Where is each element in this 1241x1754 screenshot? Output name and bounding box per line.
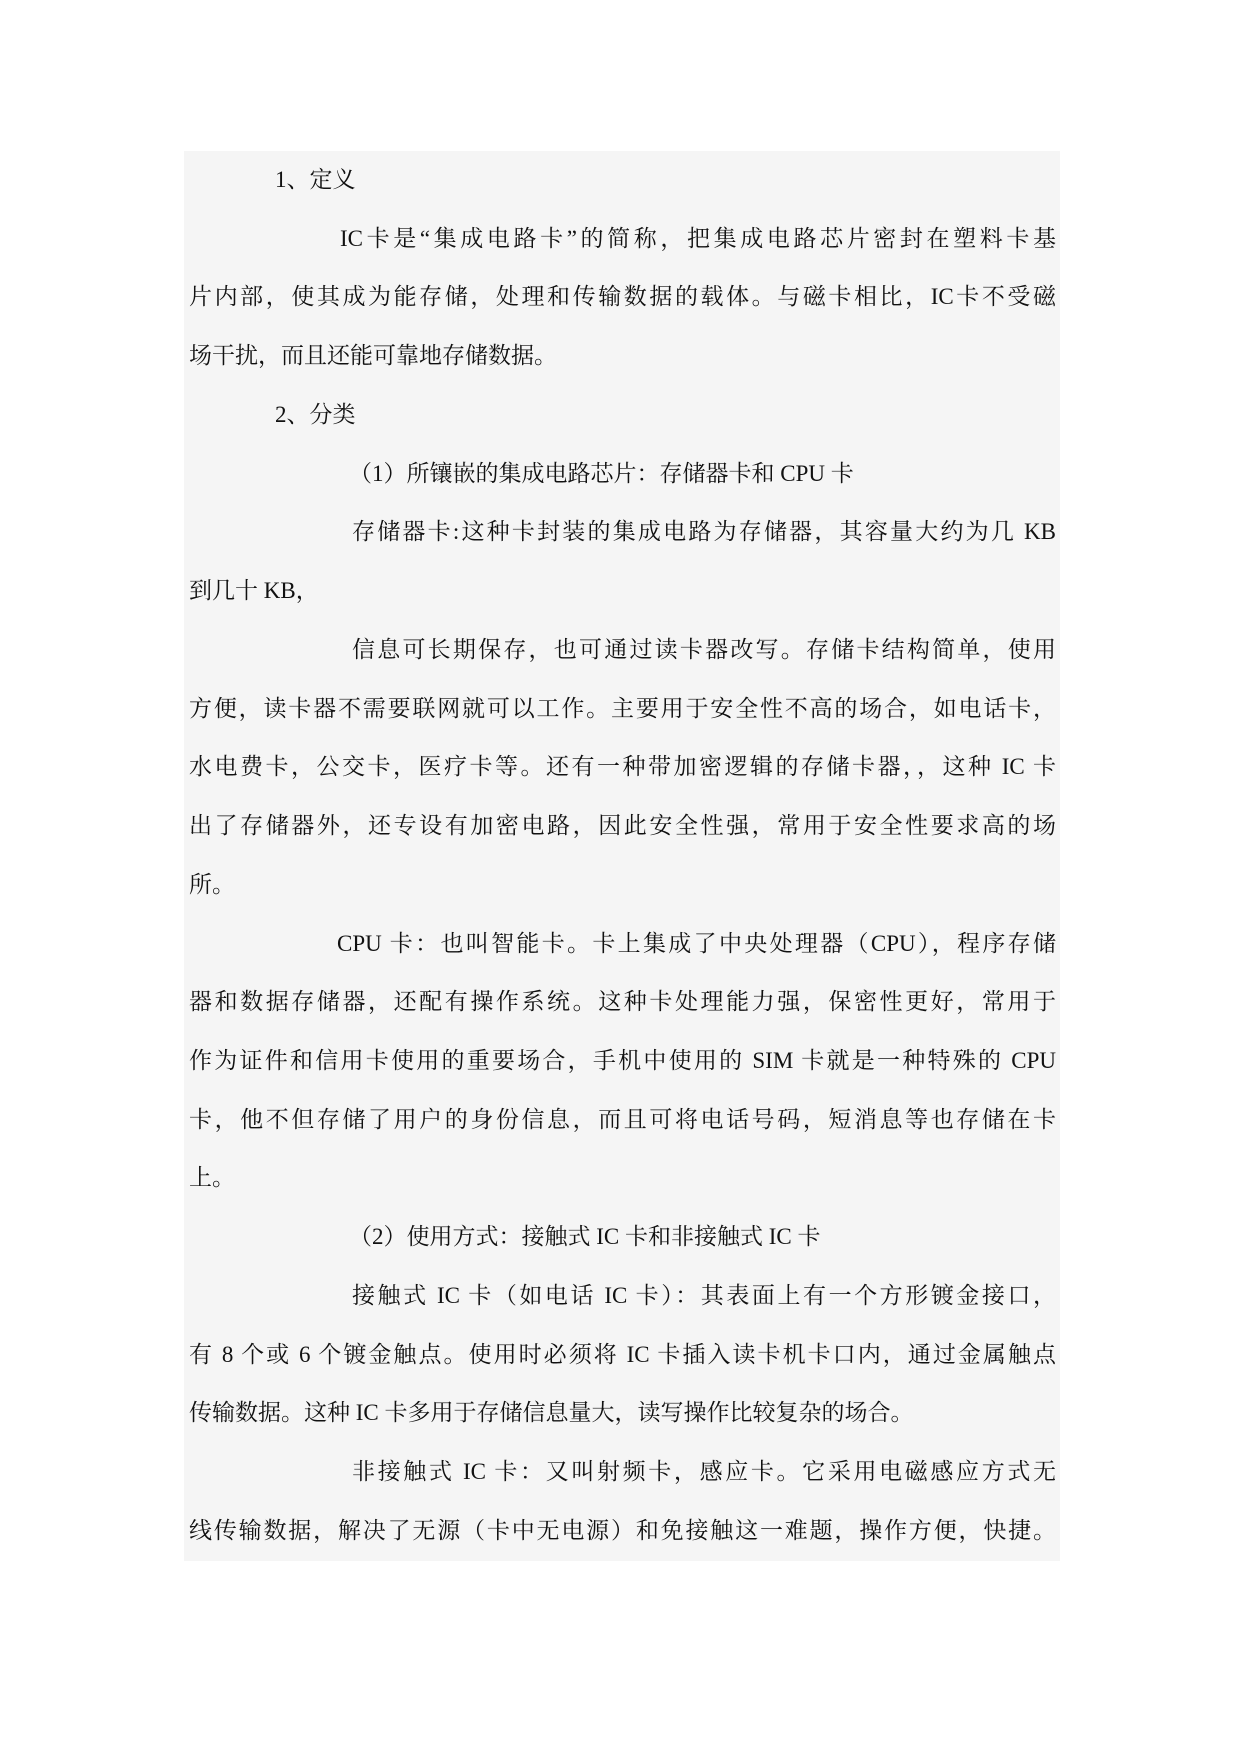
paragraph-ic-card-definition <box>189 210 1056 386</box>
paragraph-memory-card-detail <box>189 621 1056 915</box>
paragraph-line: 所。 <box>189 871 235 897</box>
paragraph-cpu-card <box>189 915 1056 1209</box>
paragraph-line: IC卡是“集成电路卡”的简称，把集成电路芯片密封在塑料卡基 <box>340 225 1056 251</box>
paragraph-line: 出了存储器外，还专设有加密电路，因此安全性强，常用于安全性要求高的场 <box>189 813 1056 839</box>
document-text-block <box>184 151 1060 1561</box>
heading-definition: 1、定义 <box>275 167 356 192</box>
paragraph-line: 器和数据存储器，还配有操作系统。这种卡处理能力强，保密性更好，常用于 <box>189 989 1056 1015</box>
subheading-chip-type: （1）所镶嵌的集成电路芯片：存储器卡和 CPU 卡 <box>349 460 854 486</box>
paragraph-line: 接触式 IC 卡（如电话 IC 卡）：其表面上有一个方形镀金接口， <box>352 1282 1056 1308</box>
subheading-usage-method: （2）使用方式：接触式 IC 卡和非接触式 IC 卡 <box>349 1224 821 1250</box>
paragraph-line: 作为证件和信用卡使用的重要场合，手机中使用的 SIM 卡就是一种特殊的 CPU <box>189 1048 1056 1074</box>
paragraph-line: 线传输数据，解决了无源（卡中无电源）和免接触这一难题，操作方便，快捷。 <box>189 1517 1056 1543</box>
paragraph-line: 有 8 个或 6 个镀金触点。使用时必须将 IC 卡插入读卡机卡口内，通过金属触点 <box>189 1341 1056 1367</box>
paragraph-line: 到几十 KB， <box>189 578 319 604</box>
paragraph-line: CPU 卡：也叫智能卡。卡上集成了中央处理器（CPU），程序存储 <box>337 930 1056 956</box>
paragraph-line: 场干扰，而且还能可靠地存储数据。 <box>189 343 557 369</box>
paragraph-line: 片内部，使其成为能存储，处理和传输数据的载体。与磁卡相比，IC卡不受磁 <box>189 284 1056 310</box>
paragraph-line: 存储器卡:这种卡封装的集成电路为存储器，其容量大约为几 KB <box>352 519 1056 545</box>
heading-classification: 2、分类 <box>275 401 356 427</box>
paragraph-line: 传输数据。这种 IC 卡多用于存储信息量大，读写操作比较复杂的场合。 <box>189 1400 914 1426</box>
paragraph-contact-card <box>189 1267 1056 1443</box>
paragraph-contactless-card <box>189 1443 1056 1560</box>
paragraph-line: 非接触式 IC 卡：又叫射频卡，感应卡。它采用电磁感应方式无 <box>352 1459 1056 1485</box>
paragraph-line: 上。 <box>189 1165 235 1191</box>
paragraph-line: 信息可长期保存，也可通过读卡器改写。存储卡结构简单，使用 <box>352 636 1056 662</box>
paragraph-memory-card <box>189 503 1056 620</box>
paragraph-line: 水电费卡，公交卡，医疗卡等。还有一种带加密逻辑的存储卡器，，这种 IC 卡 <box>189 754 1056 780</box>
paragraph-line: 卡，他不但存储了用户的身份信息，而且可将电话号码，短消息等也存储在卡 <box>189 1106 1056 1132</box>
paragraph-line: 方便，读卡器不需要联网就可以工作。主要用于安全性不高的场合，如电话卡， <box>189 695 1056 721</box>
